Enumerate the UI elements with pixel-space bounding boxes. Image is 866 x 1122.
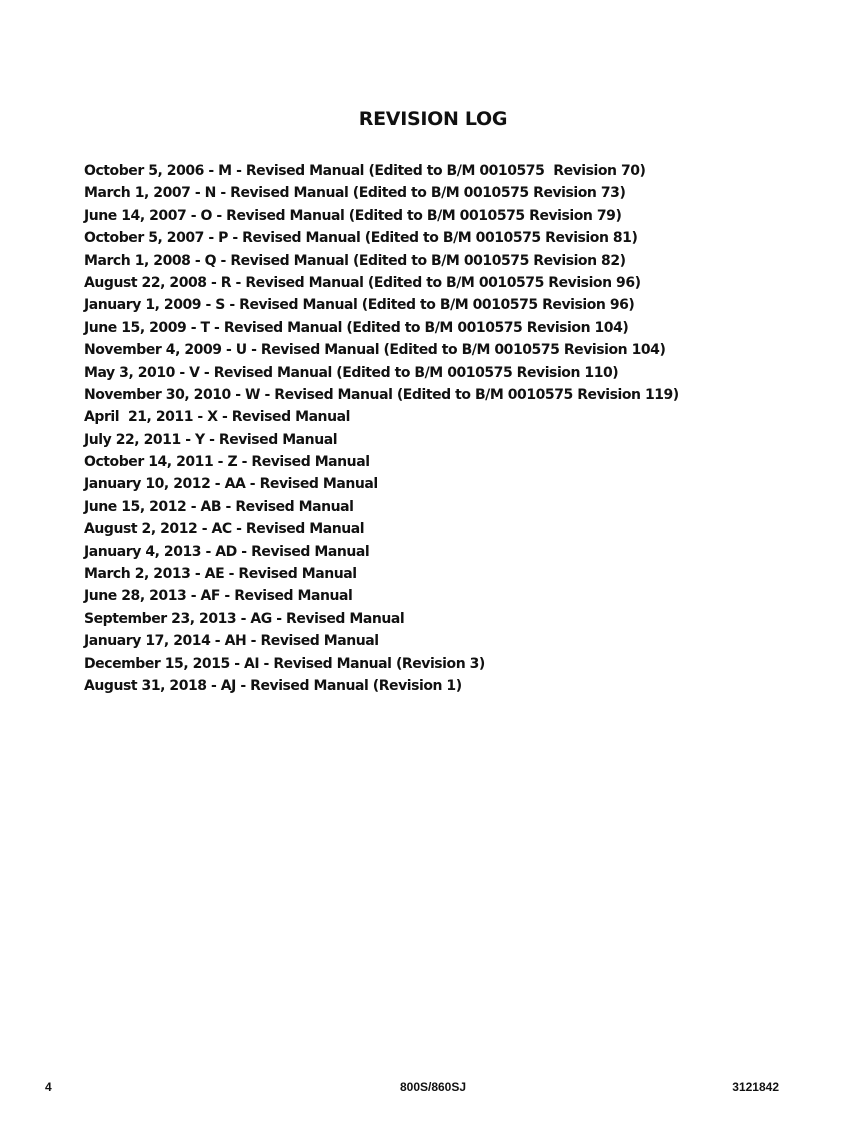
revision-entry: November 30, 2010 - W - Revised Manual (Edited to B/M 0010575 Revision 119) xyxy=(84,386,679,403)
revision-entry: November 4, 2009 - U - Revised Manual (Edited to B/M 0010575 Revision 104) xyxy=(84,342,666,359)
revision-entry: October 14, 2011 - Z - Revised Manual xyxy=(84,454,370,471)
revision-entry: March 1, 2007 - N - Revised Manual (Edited to B/M 0010575 Revision 73) xyxy=(84,185,626,202)
revision-entry: March 1, 2008 - Q - Revised Manual (Edited to B/M 0010575 Revision 82) xyxy=(84,252,626,269)
revision-entry: January 1, 2009 - S - Revised Manual (Edited to B/M 0010575 Revision 96) xyxy=(84,297,635,314)
revision-entry: January 10, 2012 - AA - Revised Manual xyxy=(84,476,378,493)
revision-entry: July 22, 2011 - Y - Revised Manual xyxy=(84,431,338,448)
revision-entry: June 15, 2012 - AB - Revised Manual xyxy=(84,498,354,515)
page-number: 4 xyxy=(45,1080,52,1094)
revision-entry: March 2, 2013 - AE - Revised Manual xyxy=(84,566,357,583)
revision-list xyxy=(84,160,679,697)
revision-entry: August 31, 2018 - AJ - Revised Manual (Revision 1) xyxy=(84,677,462,694)
revision-entry: January 17, 2014 - AH - Revised Manual xyxy=(84,633,379,650)
revision-entry: April 21, 2011 - X - Revised Manual xyxy=(84,409,350,426)
revision-entry: January 4, 2013 - AD - Revised Manual xyxy=(84,543,370,560)
revision-entry: June 14, 2007 - O - Revised Manual (Edited to B/M 0010575 Revision 79) xyxy=(84,207,622,224)
page-title: REVISION LOG xyxy=(358,108,508,130)
model-name: 800S/860SJ xyxy=(399,1080,467,1094)
revision-entry: October 5, 2007 - P - Revised Manual (Edited to B/M 0010575 Revision 81) xyxy=(84,230,638,247)
revision-entry: September 23, 2013 - AG - Revised Manual xyxy=(84,610,405,627)
revision-entry: June 28, 2013 - AF - Revised Manual xyxy=(84,588,353,605)
revision-entry: October 5, 2006 - M - Revised Manual (Edited to B/M 0010575 Revision 70) xyxy=(84,163,646,179)
revision-entry: August 22, 2008 - R - Revised Manual (Edited to B/M 0010575 Revision 96) xyxy=(84,274,641,291)
revision-entry: May 3, 2010 - V - Revised Manual (Edited to B/M 0010575 Revision 110) xyxy=(84,364,619,381)
document-number: 3121842 xyxy=(732,1080,779,1094)
revision-entry: August 2, 2012 - AC - Revised Manual xyxy=(84,521,365,538)
revision-entry: December 15, 2015 - AI - Revised Manual (Revision 3) xyxy=(84,655,485,672)
revision-entry: June 15, 2009 - T - Revised Manual (Edited to B/M 0010575 Revision 104) xyxy=(84,319,629,336)
page-footer xyxy=(0,1080,866,1100)
